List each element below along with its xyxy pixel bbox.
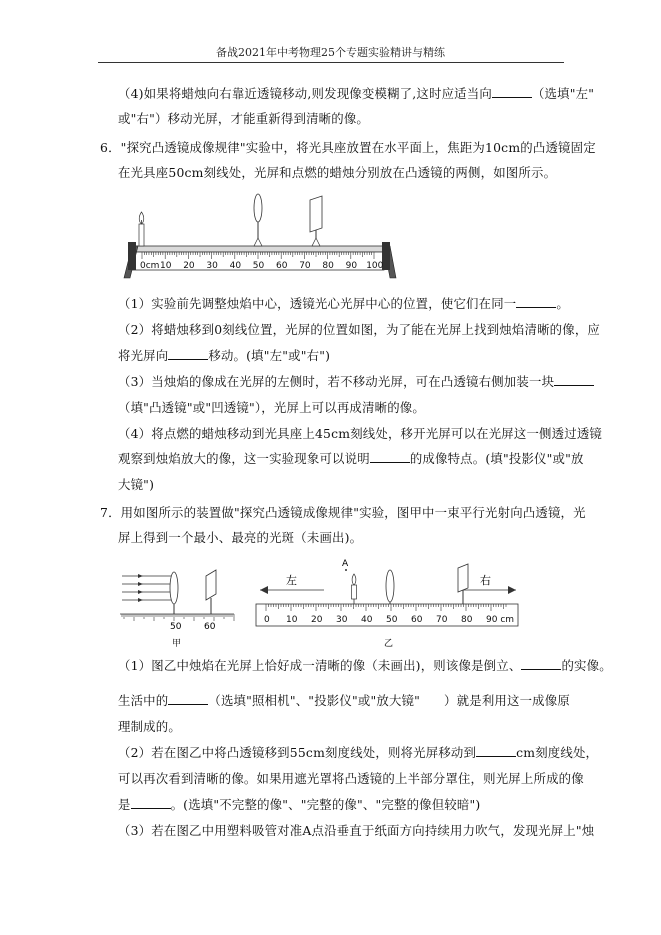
answer-blank[interactable] — [131, 797, 171, 809]
light-screen-icon — [310, 196, 322, 246]
text-line: 理制成的。 — [118, 719, 181, 734]
text-segment: （选填"左" — [531, 86, 595, 101]
tick-label: 10 — [286, 615, 298, 625]
text-segment: 。 — [556, 296, 569, 311]
text-line — [118, 296, 569, 312]
text-line: （3）若在图乙中用塑料吸管对准A点沿垂直于纸面方向持续用力吹气，发现光屏上"烛 — [118, 823, 595, 838]
text-line — [118, 797, 480, 813]
tick-label: 0 — [264, 615, 270, 625]
tick-label: 100 — [366, 261, 384, 271]
tick-label: 60 — [204, 622, 216, 632]
text-segment: 的实像。 — [561, 658, 612, 673]
light-screen-icon — [206, 570, 216, 614]
direction-label-left: 左 — [286, 574, 297, 587]
text-segment: cm刻度线处， — [516, 745, 599, 760]
text-segment: （1）实验前先调整烛焰中心，透镜光心光屏中心的位置，使它们在同一 — [118, 296, 517, 311]
figure-label: 甲 — [172, 639, 182, 649]
text-segment: （4)如果将蜡烛向右靠近透镜移动,则发现像变模糊了,这时应适当向 — [118, 86, 492, 101]
point-label: A — [342, 559, 349, 569]
text-line: （填"凸透镜"或"凹透镜"），光屏上可以再成清晰的像。 — [118, 400, 425, 415]
tick-label: 70 — [299, 261, 311, 271]
text-line: 可以再次看到清晰的像。如果用遮光罩将凸透镜的上半部分罩住，则光屏上所成的像 — [118, 771, 584, 786]
answer-blank[interactable] — [370, 451, 410, 463]
header-rule — [98, 62, 564, 63]
answer-blank[interactable] — [554, 374, 594, 386]
text-segment: 移动。(填"左"或"右") — [208, 348, 331, 363]
candle-icon — [352, 574, 357, 604]
text-line — [118, 374, 594, 390]
question-6-stem: 6．"探究凸透镜成像规律"实验中，将光具座放置在水平面上，焦距为10cm的凸透镜固定 — [100, 140, 596, 155]
text-segment: 生活中的 — [118, 693, 169, 708]
text-line: 或"右"）移动光屏，才能重新得到清晰的像。 — [118, 111, 370, 126]
answer-blank[interactable] — [168, 348, 208, 360]
tick-label: 60 — [276, 261, 288, 271]
answer-blank[interactable] — [521, 658, 561, 670]
tick-label: 40 — [229, 261, 242, 271]
question-7-stem: 7．用如图所示的装置做"探究凸透镜成像规律"实验，图甲中一束平行光射向凸透镜，光 — [100, 505, 586, 520]
figure-yi — [254, 554, 522, 654]
text-segment: 观察到烛焰放大的像，这一实验现象可以说明 — [118, 451, 370, 466]
candle-icon — [139, 212, 144, 246]
text-line — [118, 451, 584, 467]
tick-label: 80 — [461, 615, 473, 625]
text-segment: （1）图乙中烛焰在光屏上恰好成一清晰的像（未画出)，则该像是倒立、 — [118, 658, 522, 673]
text-line: 屏上得到一个最小、最亮的光斑（未画出)。 — [118, 530, 363, 545]
text-line: 大镜") — [118, 477, 155, 492]
answer-blank[interactable] — [476, 745, 516, 757]
text-segment: 。(选填"不完整的像"、"完整的像"、"完整的像但较暗") — [170, 797, 481, 812]
text-segment: （2）若在图乙中将凸透镜移到55cm刻度线处，则将光屏移动到 — [118, 745, 477, 760]
tick-label: 90 cm — [486, 615, 515, 625]
tick-label: 70 — [436, 615, 448, 625]
tick-label: 80 — [322, 261, 334, 271]
tick-label: 50 — [386, 615, 398, 625]
tick-label: 20 — [183, 261, 195, 271]
figure-optical-bench — [118, 190, 398, 282]
text-segment: 的成像特点。(填"投影仪"或"放 — [409, 451, 584, 466]
text-line — [118, 745, 598, 761]
text-segment: ）就是利用这一成像原 — [444, 693, 570, 708]
light-screen-icon — [458, 564, 468, 604]
page-header: 备战2021年中考物理25个专题实验精讲与精练 — [216, 46, 445, 59]
tick-label: 20 — [311, 615, 323, 625]
tick-label: 0cm — [140, 261, 160, 271]
tick-label: 30 — [206, 261, 218, 271]
answer-blank[interactable] — [516, 296, 556, 308]
tick-label: 10 — [160, 261, 172, 271]
text-segment: 是 — [118, 797, 131, 812]
text-segment: （选填"照相机"、"投影仪"或"放大镜" — [208, 693, 421, 708]
text-line — [118, 86, 594, 102]
left-arrow-icon — [260, 586, 324, 594]
figure-jia — [118, 554, 238, 654]
text-line: （2）将蜡烛移到0刻线位置，光屏的位置如图，为了能在光屏上找到烛焰清晰的像，应 — [118, 322, 601, 337]
text-line: 在光具座50cm刻线处，光屏和点燃的蜡烛分别放在凸透镜的两侧，如图所示。 — [118, 165, 557, 180]
answer-blank[interactable] — [168, 693, 208, 705]
convex-lens-icon — [254, 194, 262, 246]
text-segment: 将光屏向 — [118, 348, 169, 363]
tick-label: 60 — [411, 615, 423, 625]
tick-label: 50 — [252, 261, 265, 271]
text-line — [118, 658, 612, 674]
convex-lens-icon — [170, 572, 178, 614]
tick-label: 50 — [170, 622, 182, 632]
convex-lens-icon — [386, 570, 394, 604]
direction-label-right: 右 — [480, 574, 491, 587]
text-line: （4）将点燃的蜡烛移动到光具座上45cm刻线处，移开光屏可以在光屏这一侧透过透镜 — [118, 426, 603, 441]
tick-label: 90 — [345, 261, 358, 271]
tick-label: 40 — [361, 615, 373, 625]
answer-blank[interactable] — [492, 86, 532, 98]
text-segment: （3）当烛焰的像成在光屏的左侧时，若不移动光屏，可在凸透镜右侧加装一块 — [118, 374, 555, 389]
figure-label: 乙 — [384, 639, 394, 649]
text-line — [118, 693, 570, 709]
tick-label: 30 — [336, 615, 348, 625]
text-line — [118, 348, 330, 364]
